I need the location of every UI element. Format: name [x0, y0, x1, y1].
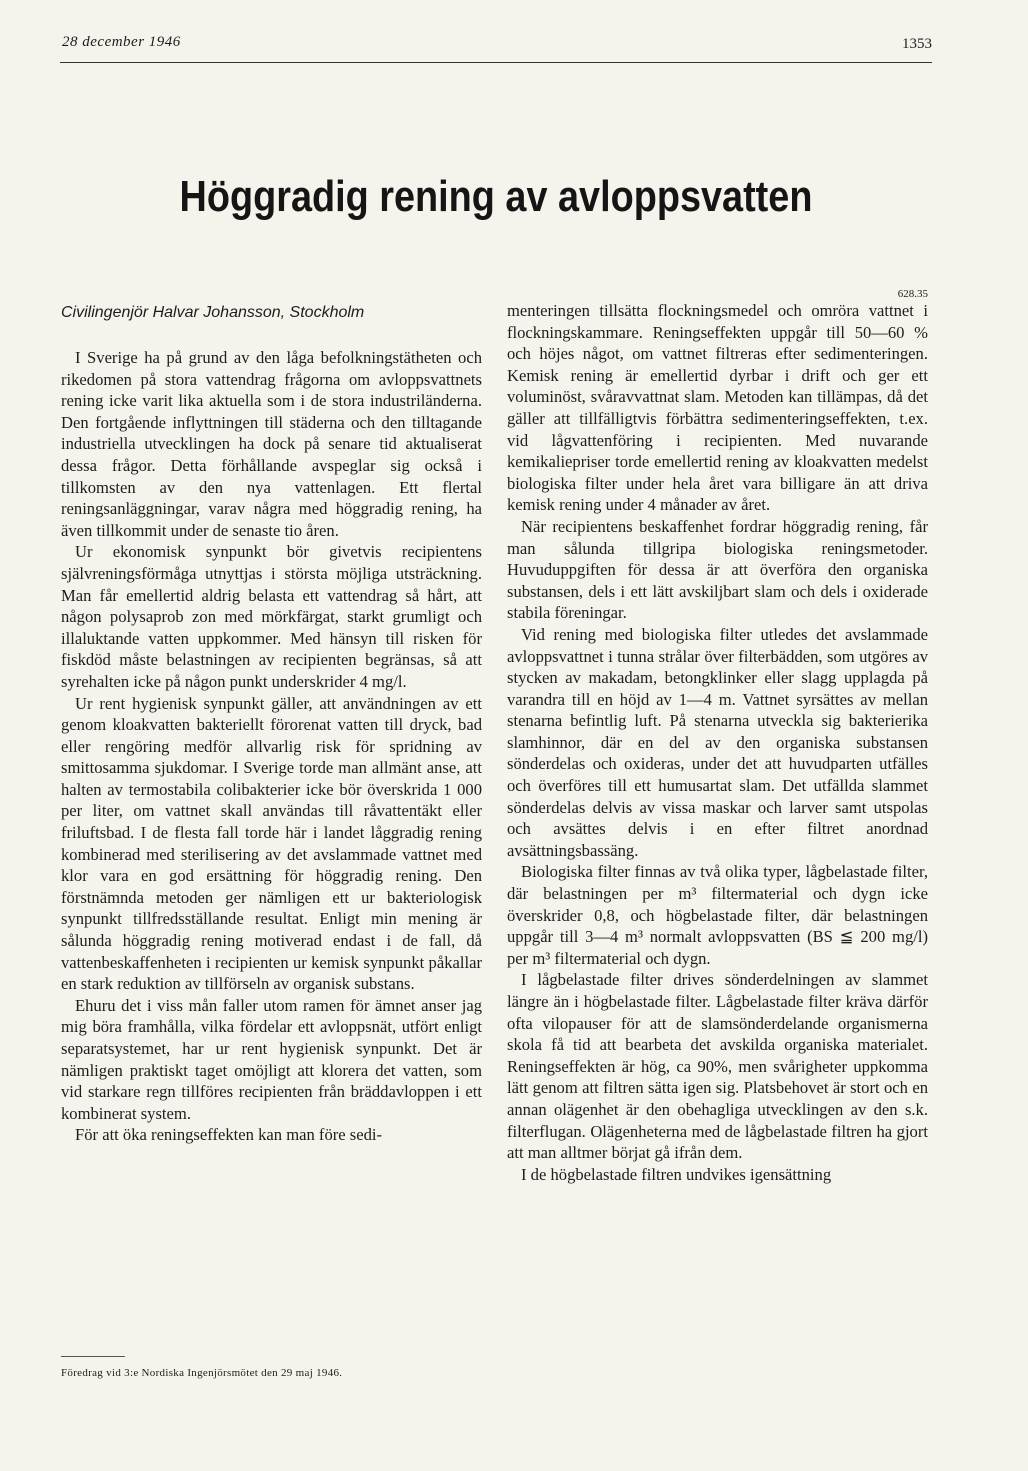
paragraph: I de högbelastade filtren undvikes igensättning: [521, 1164, 832, 1184]
paragraph: Ur rent hygienisk synpunkt gäller, att användningen av ett genom kloakvatten bakteriellt förorenat vatten till dryck, bad eller rengöring medför allvarlig risk för spridning av smittosamma sjukdomar. I Sverige torde man allmänt anse, att halten av termostabila colibakterier icke bör överskrida 1 000 per liter, om vattnet skall användas till råvattentäkt eller friluftsbad. I de flesta fall torde här i landet låggradig rening kombinerad med sterilisering av det avslammade vattnet med klor vara en god ersättning för höggradig rening. Den förstnämnda metoden ger nämligen ett ur bakteriologisk synpunkt tillfredsställande resultat. Enligt min mening är sålunda höggradig rening motiverad endast i de fall, då vattenbeskaffenheten i recipienten ur kemisk synpunkt påkallar en stark reduktion av tillförseln av organisk substans.: [61, 693, 482, 994]
paragraph: I Sverige ha på grund av den låga befolkningstätheten och rikedomen på stora vattendrag frågorna om avloppsvattnets rening icke varit lika aktuella som i de stora industriländerna. Den fortgående inflyttningen till städerna och den tilltagande industriella utvecklingen ha dock på senare tid aktualiserat dessa frågor. Detta förhållande avspeglar sig också i tillkomsten av den nya vattenlagen. Ett flertal reningsanläggningar, varav några med höggradig rening, ha även tillkommit under de senaste tio åren.: [61, 348, 482, 540]
paragraph: För att öka reningseffekten kan man före sedi-: [75, 1125, 383, 1145]
header-rule: [60, 62, 932, 63]
paragraph: Biologiska filter finnas av två olika typer, lågbelastade filter, där belastningen per m³ filtermaterial och dygn icke överskrider 0,8, och högbelastade filter, där belastningen uppgår till 3—4 m³ normalt avloppsvatten (BS ≦ 200 mg/l) per m³ filtermaterial och dygn.: [507, 862, 928, 968]
author-line: Civilingenjör Halvar Johansson, Stockholm: [61, 304, 365, 321]
left-column: [61, 300, 482, 1146]
classification-code: 628.35: [897, 288, 928, 300]
paragraph: När recipientens beskaffenhet fordrar höggradig rening, får man sålunda tillgripa biologiska reningsmetoder. Huvuduppgiften för dessa är att överföra den organiska substansen, dels i ett lätt avskiljbart slam och dels i oxiderade stabila föreningar.: [507, 516, 928, 623]
right-column: [507, 288, 928, 1185]
paragraph: I lågbelastade filter drives sönderdelningen av slammet längre än i högbelastade filter. Lågbelastade filter kräva därför ofta vilopauser för att de slamsönderdelande organismerna skola få tid att bearbeta det avskilda organiska materialet. Reningseffekten är hög, ca 90%, men svårigheter uppkomma lätt genom att filtren sätta igen sig. Platsbehovet är stort och en annan olägenhet är den obehagliga utvecklingen av den s.k. filterflugan. Olägenheterna med de lågbelastade filtren ha gjort att man alltmer börjat gå ifrån dem.: [507, 970, 928, 1163]
paragraph: Ehuru det i viss mån faller utom ramen för ämnet anser jag mig böra framhålla, vilka fördelar ett avloppsnät, utfört enligt separatsystemet, har ur rent hygienisk synpunkt. Det är nämligen praktiskt taget omöjligt att klorera det vatten, som vid starkare regn tillföres recipienten från bräddavloppen i ett kombinerat system.: [61, 995, 482, 1123]
article-title: Höggradig rening av avloppsvatten: [179, 172, 813, 221]
footnote-rule: [61, 1356, 125, 1357]
paragraph: menteringen tillsätta flockningsmedel och omröra vattnet i flockningskammare. Reningseffekten uppgår till 50—60 % och höjes något, om vattnet filtreras efter sedimenteringen. Kemisk rening är emellertid dyrbar i drift och ger ett voluminöst, svåravvattnat slam. Metoden kan tillämpas, då det gäller att tillfälligtvis förbättra sedimenteringseffekten, t.ex. vid lågvattenföring i recipienten. Med nuvarande kemikaliepriser torde emellertid rening av kloakvatten medelst biologiska filter under hela året vara billigare än att driva kemisk rening under 4 månader av året.: [507, 301, 928, 515]
running-header: [62, 34, 932, 56]
issue-date: 28 december 1946: [62, 34, 181, 50]
paragraph: Vid rening med biologiska filter utledes det avslammade avloppsvattnet i tunna strålar över filterbädden, som utgöres av stycken av makadam, betongklinker eller slagg upplagda på varandra till en höjd av 1—4 m. Vattnet syrsättes av mellan stenarna befintlig luft. På stenarna utveckla sig bakterierika slamhinnor, där en del av den organiska substansen sönderdelas och oxideras, under det att huvudparten utfälles och överföres till ett humusartat slam. Det utfällda slammet sönderdelas delvis av vissa maskar och larver samt utspolas och avsättes delvis i en efter filtret anordnad avsättningsbassäng.: [507, 624, 928, 860]
page-number: 1353: [902, 36, 932, 52]
paragraph: Ur ekonomisk synpunkt bör givetvis recipientens självreningsförmåga utnyttjas i största möjliga utsträckning. Man får emellertid aldrig belasta ett vattendrag så hårt, att någon polysaprob zon med mörkfärgat, starkt grumligt och illaluktande vatten uppkommer. Med hänsyn till risken för fiskdöd måste belastningen av recipienten begränsas, så att syrehalten icke på någon punkt underskrider 4 mg/l.: [61, 542, 482, 691]
footnote: Föredrag vid 3:e Nordiska Ingenjörsmötet den 29 maj 1946.: [61, 1367, 343, 1379]
